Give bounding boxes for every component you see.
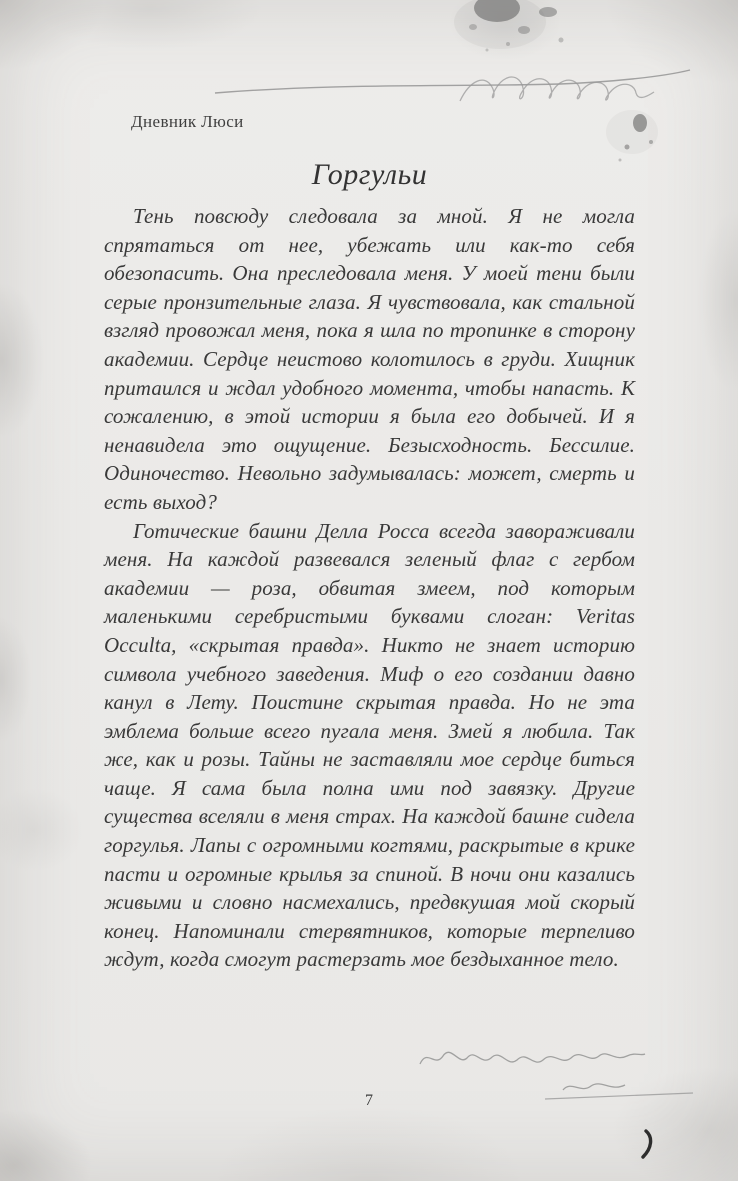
page-content — [104, 112, 635, 974]
handwritten-signature — [460, 77, 654, 101]
body-text — [104, 202, 635, 974]
paragraph: Готические башни Делла Росса всегда завораживали меня. На каждой развевался зеленый флаг с гербом академии — роза, обвитая змеем, под которым маленькими серебристыми буквами слоган: Veritas Occulta, «скрытая правда». Никто не знает историю символа учебного заведения. Миф о его создании давно канул в Лету. Поистине скрытая правда. Но не эта эмблема больше всего пугала меня. Змей я любила. Так же, как и розы. Тайны не заставляли мое сердце биться чаще. Я сама была полна ими под завязку. Другие существа вселяли в меня страх. На каждой башне сидела горгулья. Лапы с огромными когтями, раскрытые в крике пасти и огромные крылья за спиной. В ночи они казались живыми и словно насмехались, предвкушая мой скорый конец. Напоминали стервятников, которые терпеливо ждут, когда смогут растерзать мое бездыханное тело. — [104, 518, 635, 972]
page-number: 7 — [365, 1092, 373, 1109]
diary-header: Дневник Люси — [131, 112, 244, 131]
corner-ink-mark — [638, 1128, 662, 1164]
paragraph: Тень повсюду следовала за мной. Я не могла спрятаться от нее, убежать или как-то себя обезопасить. Она преследовала меня. У моей тени были серые пронзительные глаза. Я чувствовала, как стальной взгляд провожал меня, пока я шла по тропинке в сторону академии. Сердце неистово колотилось в груди. Хищник притаился и ждал удобного момента, чтобы напасть. К сожалению, в этой истории я была его добычей. И я ненавидела это ощущение. Безысходность. Бессилие. Одиночество. Невольно задумывалась: может, смерть и есть выход? — [104, 204, 635, 514]
chapter-title: Горгульи — [311, 158, 428, 191]
